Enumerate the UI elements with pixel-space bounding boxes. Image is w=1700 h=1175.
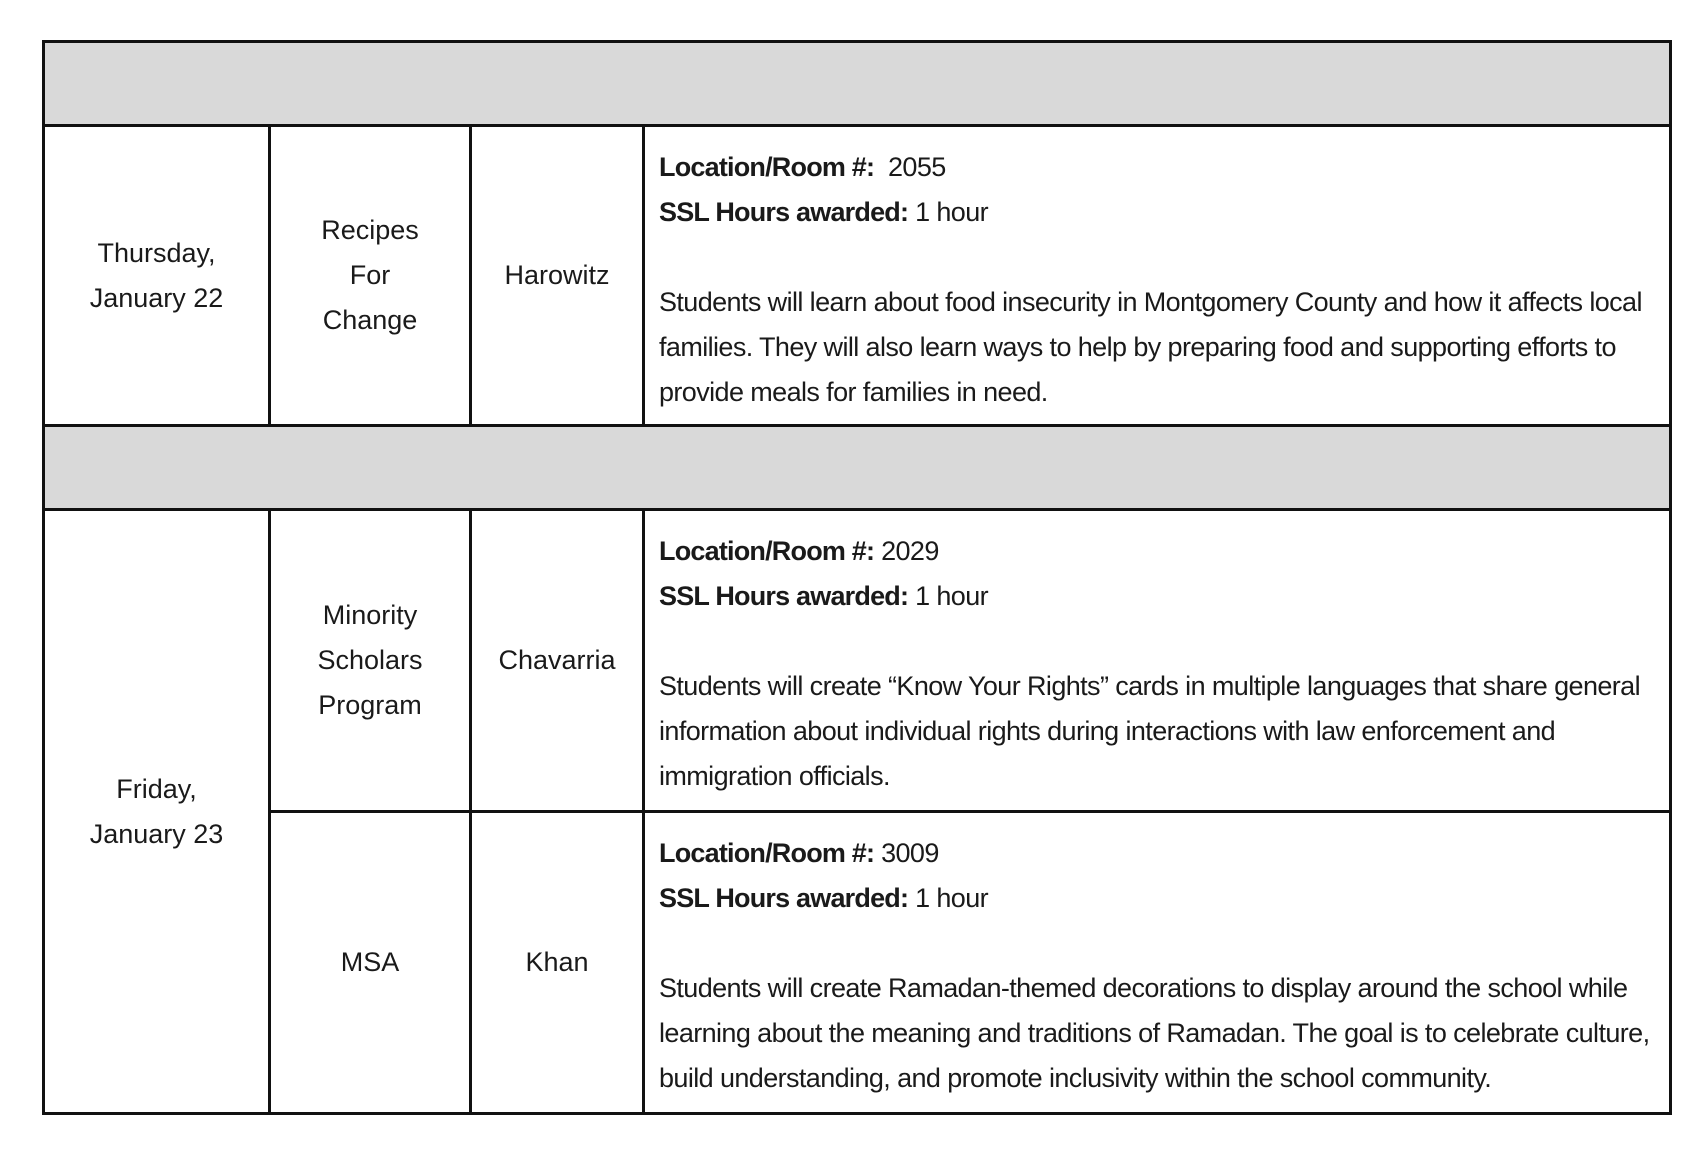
ssl-hours-value: 1 hour — [908, 197, 989, 227]
ssl-hours-value: 1 hour — [908, 581, 989, 611]
location-label: Location/Room #: — [659, 152, 875, 182]
details-cell — [644, 510, 1671, 812]
location-label: Location/Room #: — [659, 838, 875, 868]
club-cell — [270, 126, 471, 426]
ssl-hours-line — [659, 574, 1653, 619]
section-divider-band — [44, 42, 1671, 126]
club-name-line: Recipes — [321, 215, 419, 245]
date-month: January 23 — [89, 818, 224, 849]
table-row — [44, 510, 1671, 812]
advisor-cell — [471, 510, 644, 812]
location-label: Location/Room #: — [659, 536, 875, 566]
date-day: Friday, — [116, 773, 197, 804]
table-row — [44, 126, 1671, 426]
date-cell — [44, 126, 270, 426]
ssl-hours-value: 1 hour — [908, 883, 989, 913]
location-value: 2029 — [874, 536, 939, 566]
location-line — [659, 831, 1653, 876]
location-value: 3009 — [874, 838, 939, 868]
location-line — [659, 145, 1653, 190]
advisor-cell — [471, 812, 644, 1114]
club-name-line: Minority — [322, 600, 418, 630]
date-day: Thursday, — [97, 237, 216, 268]
activity-schedule-table — [42, 40, 1672, 1115]
ssl-hours-label: SSL Hours awarded: — [659, 197, 909, 227]
club-cell — [270, 812, 471, 1114]
location-value: 2055 — [874, 152, 946, 182]
ssl-hours-line — [659, 190, 1653, 235]
ssl-hours-line — [659, 876, 1653, 921]
date-month: January 22 — [89, 282, 224, 313]
club-name-line: Change — [322, 305, 418, 335]
ssl-hours-label: SSL Hours awarded: — [659, 581, 909, 611]
location-line — [659, 529, 1653, 574]
advisor-name: Khan — [525, 947, 589, 977]
advisor-name: Harowitz — [504, 260, 610, 290]
club-name-line: For — [349, 260, 391, 290]
ssl-hours-label: SSL Hours awarded: — [659, 883, 909, 913]
details-cell — [644, 126, 1671, 426]
activity-description: Students will learn about food insecurity in Montgomery County and how it affects local families. They will also learn ways to help by preparing food and supporting efforts to provide meals for families in need. — [659, 287, 1642, 407]
gray-band-cell — [44, 42, 1671, 126]
table-row — [44, 812, 1671, 1114]
club-name-line: Scholars — [317, 645, 423, 675]
club-name-line: Program — [318, 690, 422, 720]
activity-description: Students will create “Know Your Rights” cards in multiple languages that share general information about individual rights during interactions with law enforcement and immigration officials. — [659, 671, 1640, 791]
details-cell — [644, 812, 1671, 1114]
date-cell — [44, 510, 270, 1114]
advisor-name: Chavarria — [498, 645, 616, 675]
gray-band-cell — [44, 426, 1671, 510]
club-cell — [270, 510, 471, 812]
section-divider-band — [44, 426, 1671, 510]
advisor-cell — [471, 126, 644, 426]
club-name-line: MSA — [340, 947, 400, 977]
activity-description: Students will create Ramadan-themed decorations to display around the school while learning about the meaning and traditions of Ramadan. The goal is to celebrate culture, build understanding, and promote inclusivity within the school community. — [659, 973, 1650, 1093]
